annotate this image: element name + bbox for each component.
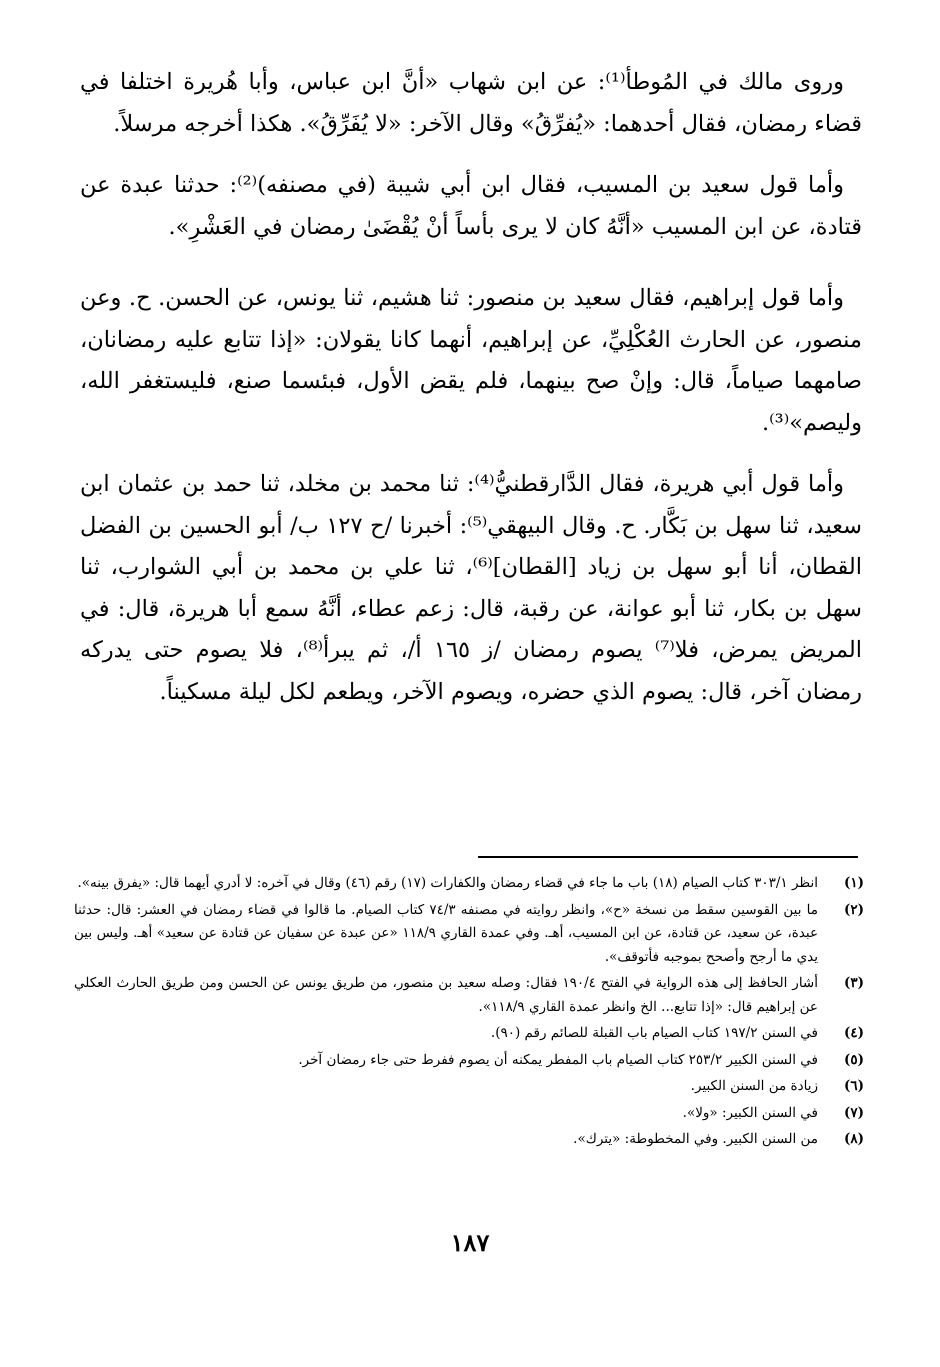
footnote-divider (478, 856, 858, 858)
footnote-number: (٦) (843, 1078, 864, 1094)
footnote-item (74, 1049, 864, 1073)
footnote-item (74, 1022, 864, 1046)
footnote-number: (٥) (843, 1051, 864, 1068)
footnote-item (74, 972, 864, 1019)
footnote-text: في السنن الكبير: «ولا». (682, 1104, 818, 1121)
footnote-text: أشار الحافظ إلى هذه الرواية في الفتح ١٩٠/٤ فقال: وصله سعيد بن منصور، من طريق يونس عن الحسن ومن طريق الحارث العكلي عن إبراهيم قال: «إذا تتابع... الخ وانظر عمدة القاري ١١٨/٩». (74, 975, 818, 1015)
footnote-item (74, 1128, 864, 1152)
footnote-item (74, 1075, 864, 1099)
footnote-item (74, 872, 864, 896)
footnote-item (74, 1102, 864, 1126)
footnote-text: في السنن ١٩٧/٢ كتاب الصيام باب القبلة للصائم رقم (٩٠). (490, 1025, 818, 1041)
paragraph-abu-hurayra: وأما قول أبي هريرة، فقال الدَّارقطنيُّ⁽⁴⁾: ثنا محمد بن مخلد، ثنا حمد بن عثمان ابن سعيد، ثنا سهل بن بَكَّار. ح. وقال البيهقي⁽⁵⁾: أخبرنا /ح ١٢٧ ب/ أبو الحسين بن الفضل القطان، أنا أبو سهل بن زياد [القطان]⁽⁶⁾، ثنا علي بن محمد بن أبي الشوارب، ثنا سهل بن بكار، ثنا أبو عوانة، عن رقبة، قال: زعم عطاء، أنَّهُ سمع أبا هريرة، قال: في المريض يمرض، فلا⁽⁷⁾ يصوم رمضان /ز ١٦٥ أ/، ثم يبرأ⁽⁸⁾، فلا يصوم حتى يدركه رمضان آخر، قال: يصوم الذي حضره، ويصوم الآخر، ويطعم لكل ليلة مسكيناً. (80, 471, 862, 705)
footnote-text: زيادة من السنن الكبير. (690, 1078, 818, 1094)
footnotes (74, 872, 864, 1155)
paragraph-ibrahim: وأما قول إبراهيم، فقال سعيد بن منصور: ثنا هشيم، ثنا يونس، عن الحسن. ح. وعن منصور، عن الحارث العُكْلِيِّ، عن إبراهيم، أنهما كانا يقولان: «إذا تتابع عليه رمضانان، صامهما صياماً، قال: وإنْ صح بينهما، فلم يقض الأول، فبئسما صنع، فليستغفر الله، وليصم»⁽³⁾. (80, 285, 862, 436)
footnote-text: في السنن الكبير ٢٥٣/٢ كتاب الصيام باب المفطر يمكنه أن يصوم ففرط حتى جاء رمضان آخر. (298, 1051, 818, 1068)
footnote-number: (٤) (843, 1025, 864, 1041)
footnote-number: (٧) (843, 1104, 864, 1121)
footnote-number: (٣) (843, 975, 864, 991)
footnote-text: من السنن الكبير. وفي المخطوطة: «يترك». (573, 1131, 818, 1147)
footnote-number: (٨) (843, 1131, 864, 1147)
paragraph-malik: وروى مالك في المُوطأ⁽¹⁾: عن ابن شهاب «أنَّ ابن عباس، وأبا هُريرة اختلفا في قضاء رمضان، فقال أحدهما: «يُفرِّقُ» وقال الآخر: «لا يُفَرِّقُ». هكذا أخرجه مرسلاً. (80, 69, 862, 137)
page-number: ١٨٧ (450, 1228, 490, 1257)
main-text (80, 62, 862, 713)
footnote-number: (٢) (843, 901, 864, 918)
footnote-text: انظر ٣٠٣/١ كتاب الصيام (١٨) باب ما جاء في قضاء رمضان والكفارات (١٧) رقم (٤٦) وقال في آخره: لا أدري أيهما قال: «يفرق بينه». (77, 875, 818, 891)
paragraph-ibn-musayyib: وأما قول سعيد بن المسيب، فقال ابن أبي شيبة (في مصنفه)⁽²⁾: حدثنا عبدة عن قتادة، عن ابن المسيب «أنَّهُ كان لا يرى بأساً أنْ يُقْضَىٰ رمضان في العَشْرِ». (80, 172, 862, 240)
footnote-text: ما بين القوسين سقط من نسخة «ح»، وانظر روايته في مصنفه ٧٤/٣ كتاب الصيام. ما قالوا في قضاء رمضان في العشر: قال: حدثنا عبدة، عن سعيد، عن قتادة، عن ابن المسيب، أهـ. وفي عمدة القاري ١١٨/٩ «عن عبدة عن سفيان عن قتادة عن سعيد» أهـ. وليس بين يدي ما أرجح وأصحح بموجبه فأتوقف». (74, 901, 819, 965)
footnote-number: (١) (843, 875, 864, 891)
footnote-item (74, 899, 864, 970)
